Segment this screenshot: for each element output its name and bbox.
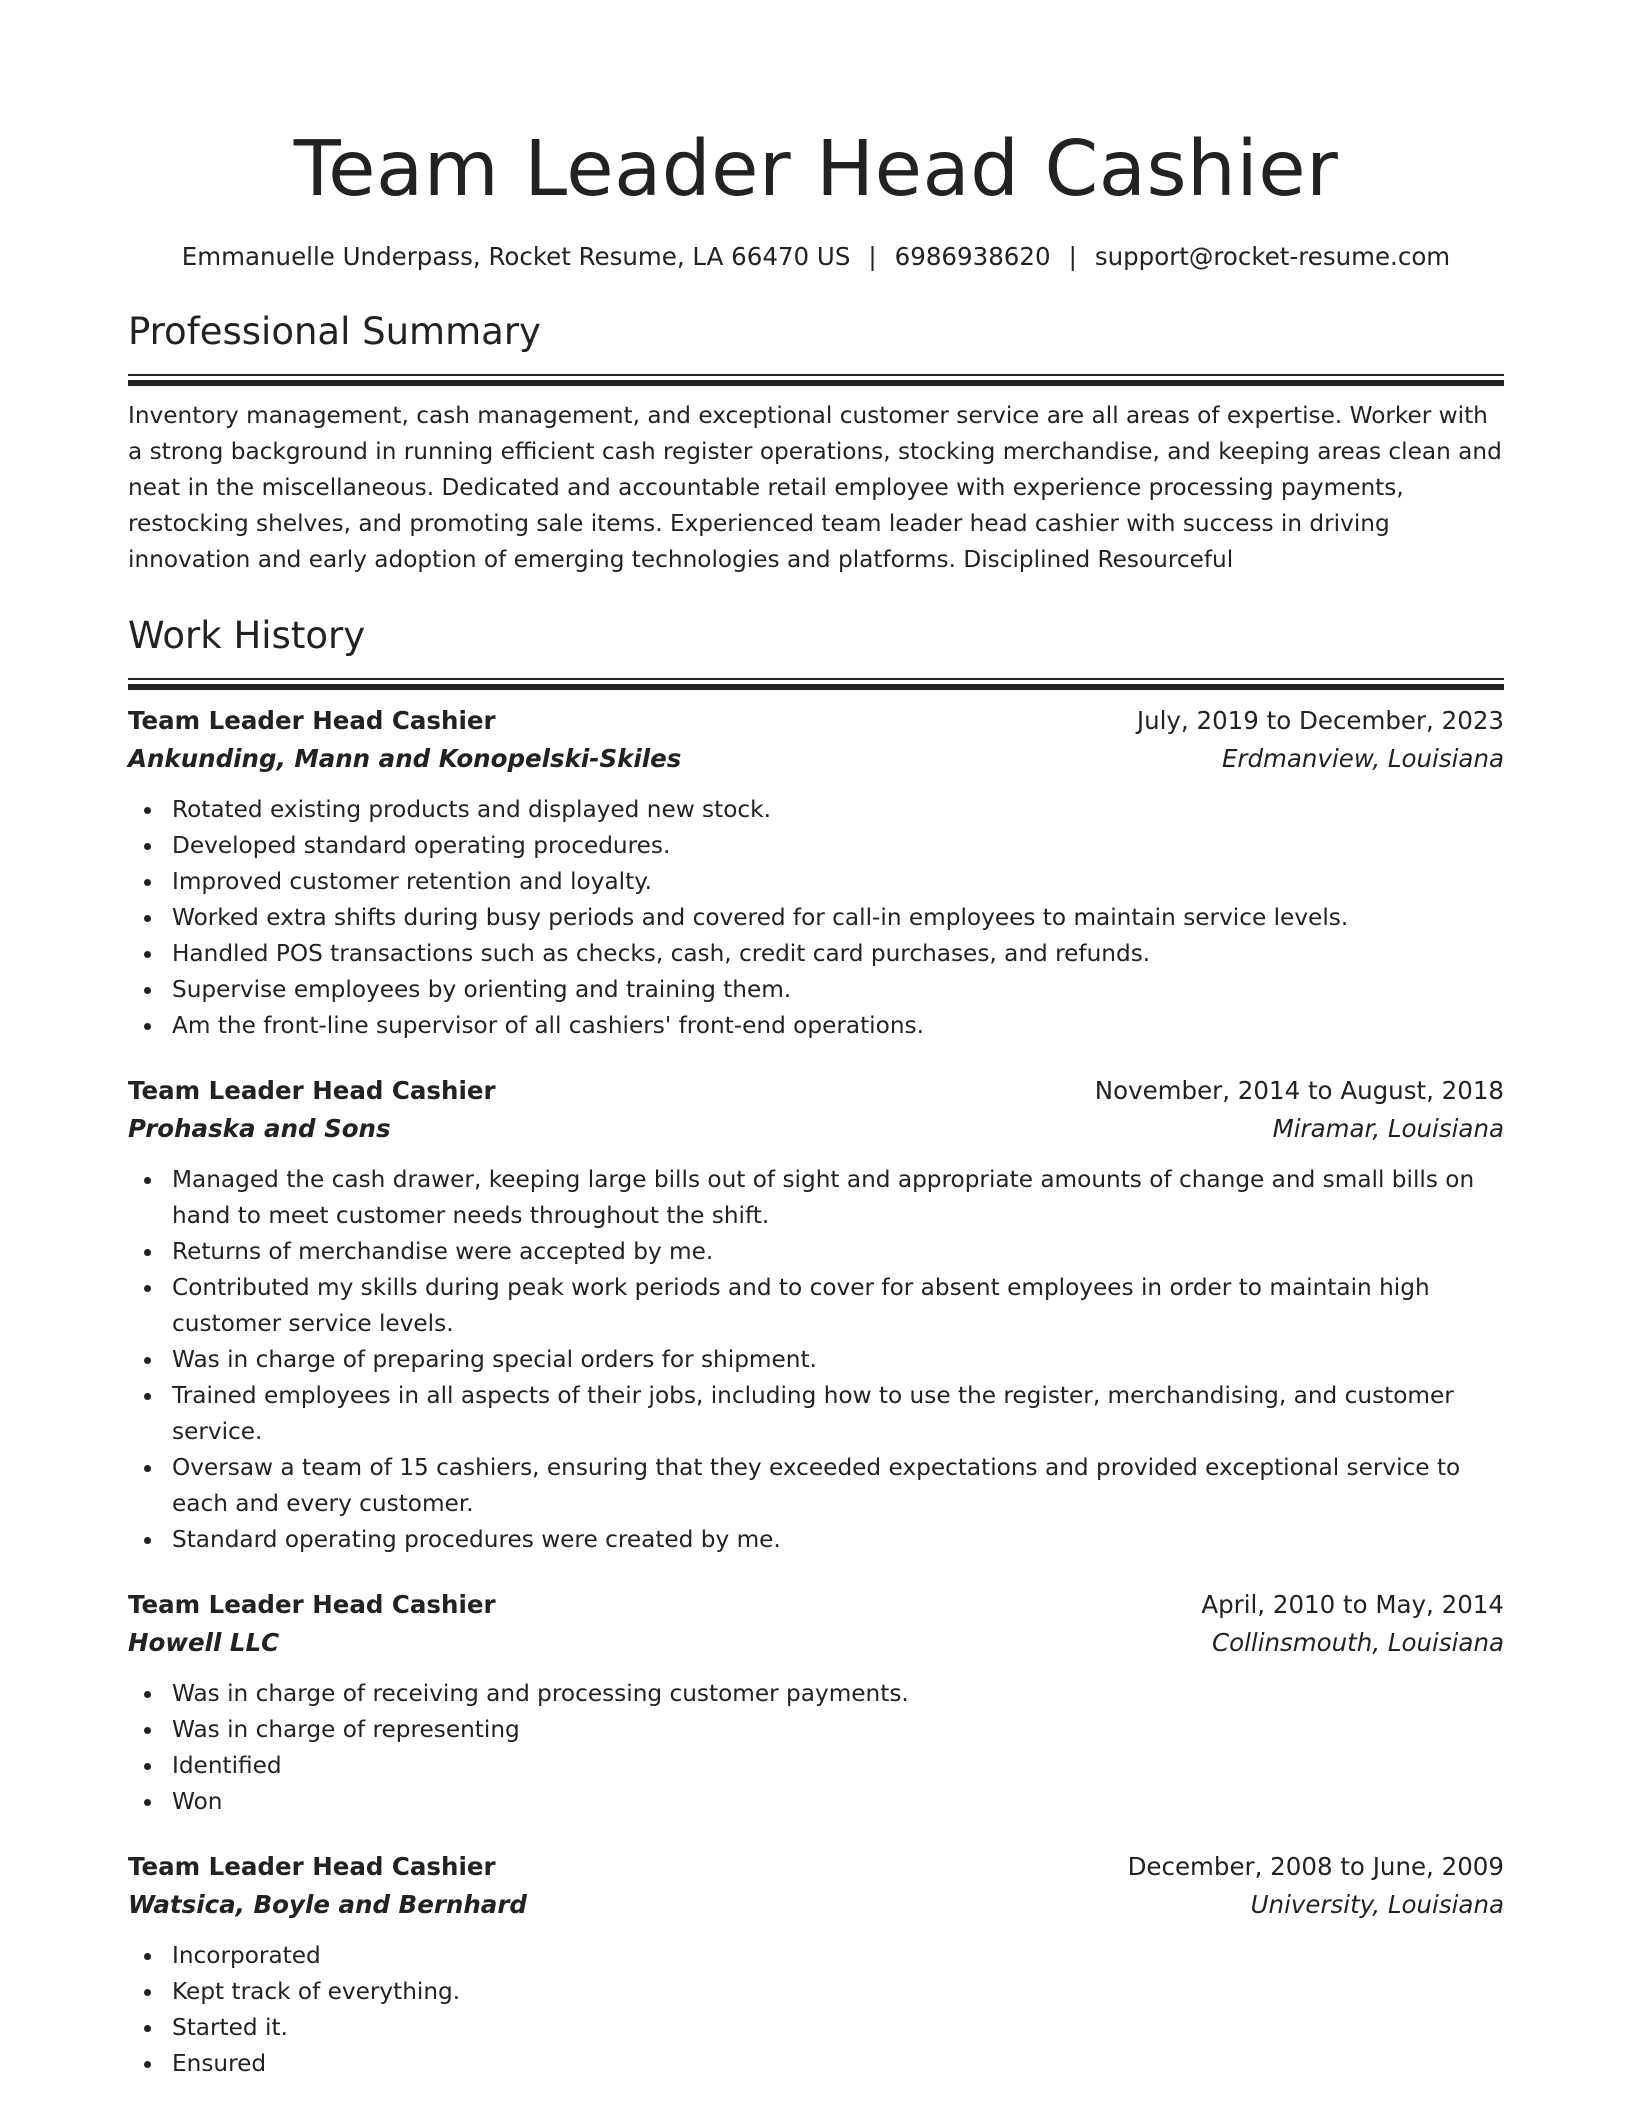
job-bullet: Improved customer retention and loyalty.: [172, 864, 1504, 900]
job-bullet: Developed standard operating procedures.: [172, 828, 1504, 864]
job-bullet: Oversaw a team of 15 cashiers, ensuring that they exceeded expectations and provided exceptional service to each and every customer.: [172, 1450, 1504, 1522]
job-bullet-list: [128, 792, 1504, 1044]
contact-separator: |: [868, 242, 877, 271]
job-title-row: [128, 1586, 1504, 1624]
job-bullet: Handled POS transactions such as checks, cash, credit card purchases, and refunds.: [172, 936, 1504, 972]
job-dates: April, 2010 to May, 2014: [1201, 1590, 1504, 1619]
job-company-row: [128, 740, 1504, 778]
job-bullet: Supervise employees by orienting and training them.: [172, 972, 1504, 1008]
contact-address: Emmanuelle Underpass, Rocket Resume, LA 66470 US: [181, 242, 851, 271]
contact-email: support@rocket-resume.com: [1094, 242, 1451, 271]
job-company: Ankunding, Mann and Konopelski-Skiles: [128, 744, 682, 773]
job-bullet: Returns of merchandise were accepted by me.: [172, 1234, 1504, 1270]
job-company-row: [128, 1886, 1504, 1924]
job-location: Erdmanview, Louisiana: [1221, 744, 1504, 773]
job-title: Team Leader Head Cashier: [128, 1590, 496, 1619]
job-bullet: Worked extra shifts during busy periods and covered for call-in employees to maintain service levels.: [172, 900, 1504, 936]
job-bullet: Standard operating procedures were created by me.: [172, 1522, 1504, 1558]
work-history-heading: Work History: [128, 614, 366, 657]
resume-title: Team Leader Head Cashier: [293, 125, 1339, 214]
job-location: Collinsmouth, Louisiana: [1211, 1628, 1504, 1657]
job-bullet: Managed the cash drawer, keeping large bills out of sight and appropriate amounts of change and small bills on hand to meet customer needs throughout the shift.: [172, 1162, 1504, 1234]
job-list: [128, 702, 1504, 2082]
job-bullet: Started it.: [172, 2010, 1504, 2046]
job-entry: [128, 702, 1504, 1044]
job-dates: July, 2019 to December, 2023: [1136, 706, 1504, 735]
contact-phone: 6986938620: [894, 242, 1051, 271]
job-bullet: Identified: [172, 1748, 1504, 1784]
summary-text: Inventory management, cash management, and exceptional customer service are all areas of expertise. Worker with a strong background in running efficient cash register operations, stocking merchandise, and keeping areas clean and neat in the miscellaneous. Dedicated and accountable retail employee with experience processing payments, restocking shelves, and promoting sale items. Experienced team leader head cashier with success in driving innovation and early adoption of emerging technologies and platforms. Disciplined Resourceful: [128, 402, 1502, 573]
contact-line: [128, 240, 1504, 274]
job-dates: November, 2014 to August, 2018: [1094, 1076, 1504, 1105]
job-company: Howell LLC: [128, 1628, 280, 1657]
resume-page: [128, 118, 1504, 2082]
job-bullet: Am the front-line supervisor of all cashiers' front-end operations.: [172, 1008, 1504, 1044]
job-title-row: [128, 1848, 1504, 1886]
job-entry: [128, 1848, 1504, 2082]
job-bullet: Kept track of everything.: [172, 1974, 1504, 2010]
job-bullet-list: [128, 1162, 1504, 1558]
work-history-section: [128, 612, 1504, 2082]
job-bullet: Ensured: [172, 2046, 1504, 2082]
job-title: Team Leader Head Cashier: [128, 706, 496, 735]
job-title-row: [128, 1072, 1504, 1110]
job-bullet: Was in charge of representing: [172, 1712, 1504, 1748]
job-bullet: Trained employees in all aspects of their jobs, including how to use the register, merchandising, and customer service.: [172, 1378, 1504, 1450]
job-entry: [128, 1586, 1504, 1820]
job-company: Watsica, Boyle and Bernhard: [128, 1890, 527, 1919]
job-company-row: [128, 1110, 1504, 1148]
job-bullet: Incorporated: [172, 1938, 1504, 1974]
job-entry: [128, 1072, 1504, 1558]
summary-heading: Professional Summary: [128, 310, 541, 353]
job-bullet: Contributed my skills during peak work periods and to cover for absent employees in order to maintain high customer service levels.: [172, 1270, 1504, 1342]
job-bullet: Was in charge of preparing special orders for shipment.: [172, 1342, 1504, 1378]
job-title-row: [128, 702, 1504, 740]
job-company-row: [128, 1624, 1504, 1662]
summary-section: [128, 308, 1504, 578]
job-bullet: Was in charge of receiving and processing customer payments.: [172, 1676, 1504, 1712]
job-bullet: Won: [172, 1784, 1504, 1820]
section-divider: [128, 678, 1504, 688]
job-bullet: Rotated existing products and displayed new stock.: [172, 792, 1504, 828]
contact-separator: |: [1068, 242, 1077, 271]
job-dates: December, 2008 to June, 2009: [1127, 1852, 1504, 1881]
job-location: Miramar, Louisiana: [1272, 1114, 1504, 1143]
job-bullet-list: [128, 1676, 1504, 1820]
job-title: Team Leader Head Cashier: [128, 1076, 496, 1105]
job-location: University, Louisiana: [1250, 1890, 1504, 1919]
job-bullet-list: [128, 1938, 1504, 2082]
job-company: Prohaska and Sons: [128, 1114, 391, 1143]
section-divider: [128, 374, 1504, 384]
job-title: Team Leader Head Cashier: [128, 1852, 496, 1881]
